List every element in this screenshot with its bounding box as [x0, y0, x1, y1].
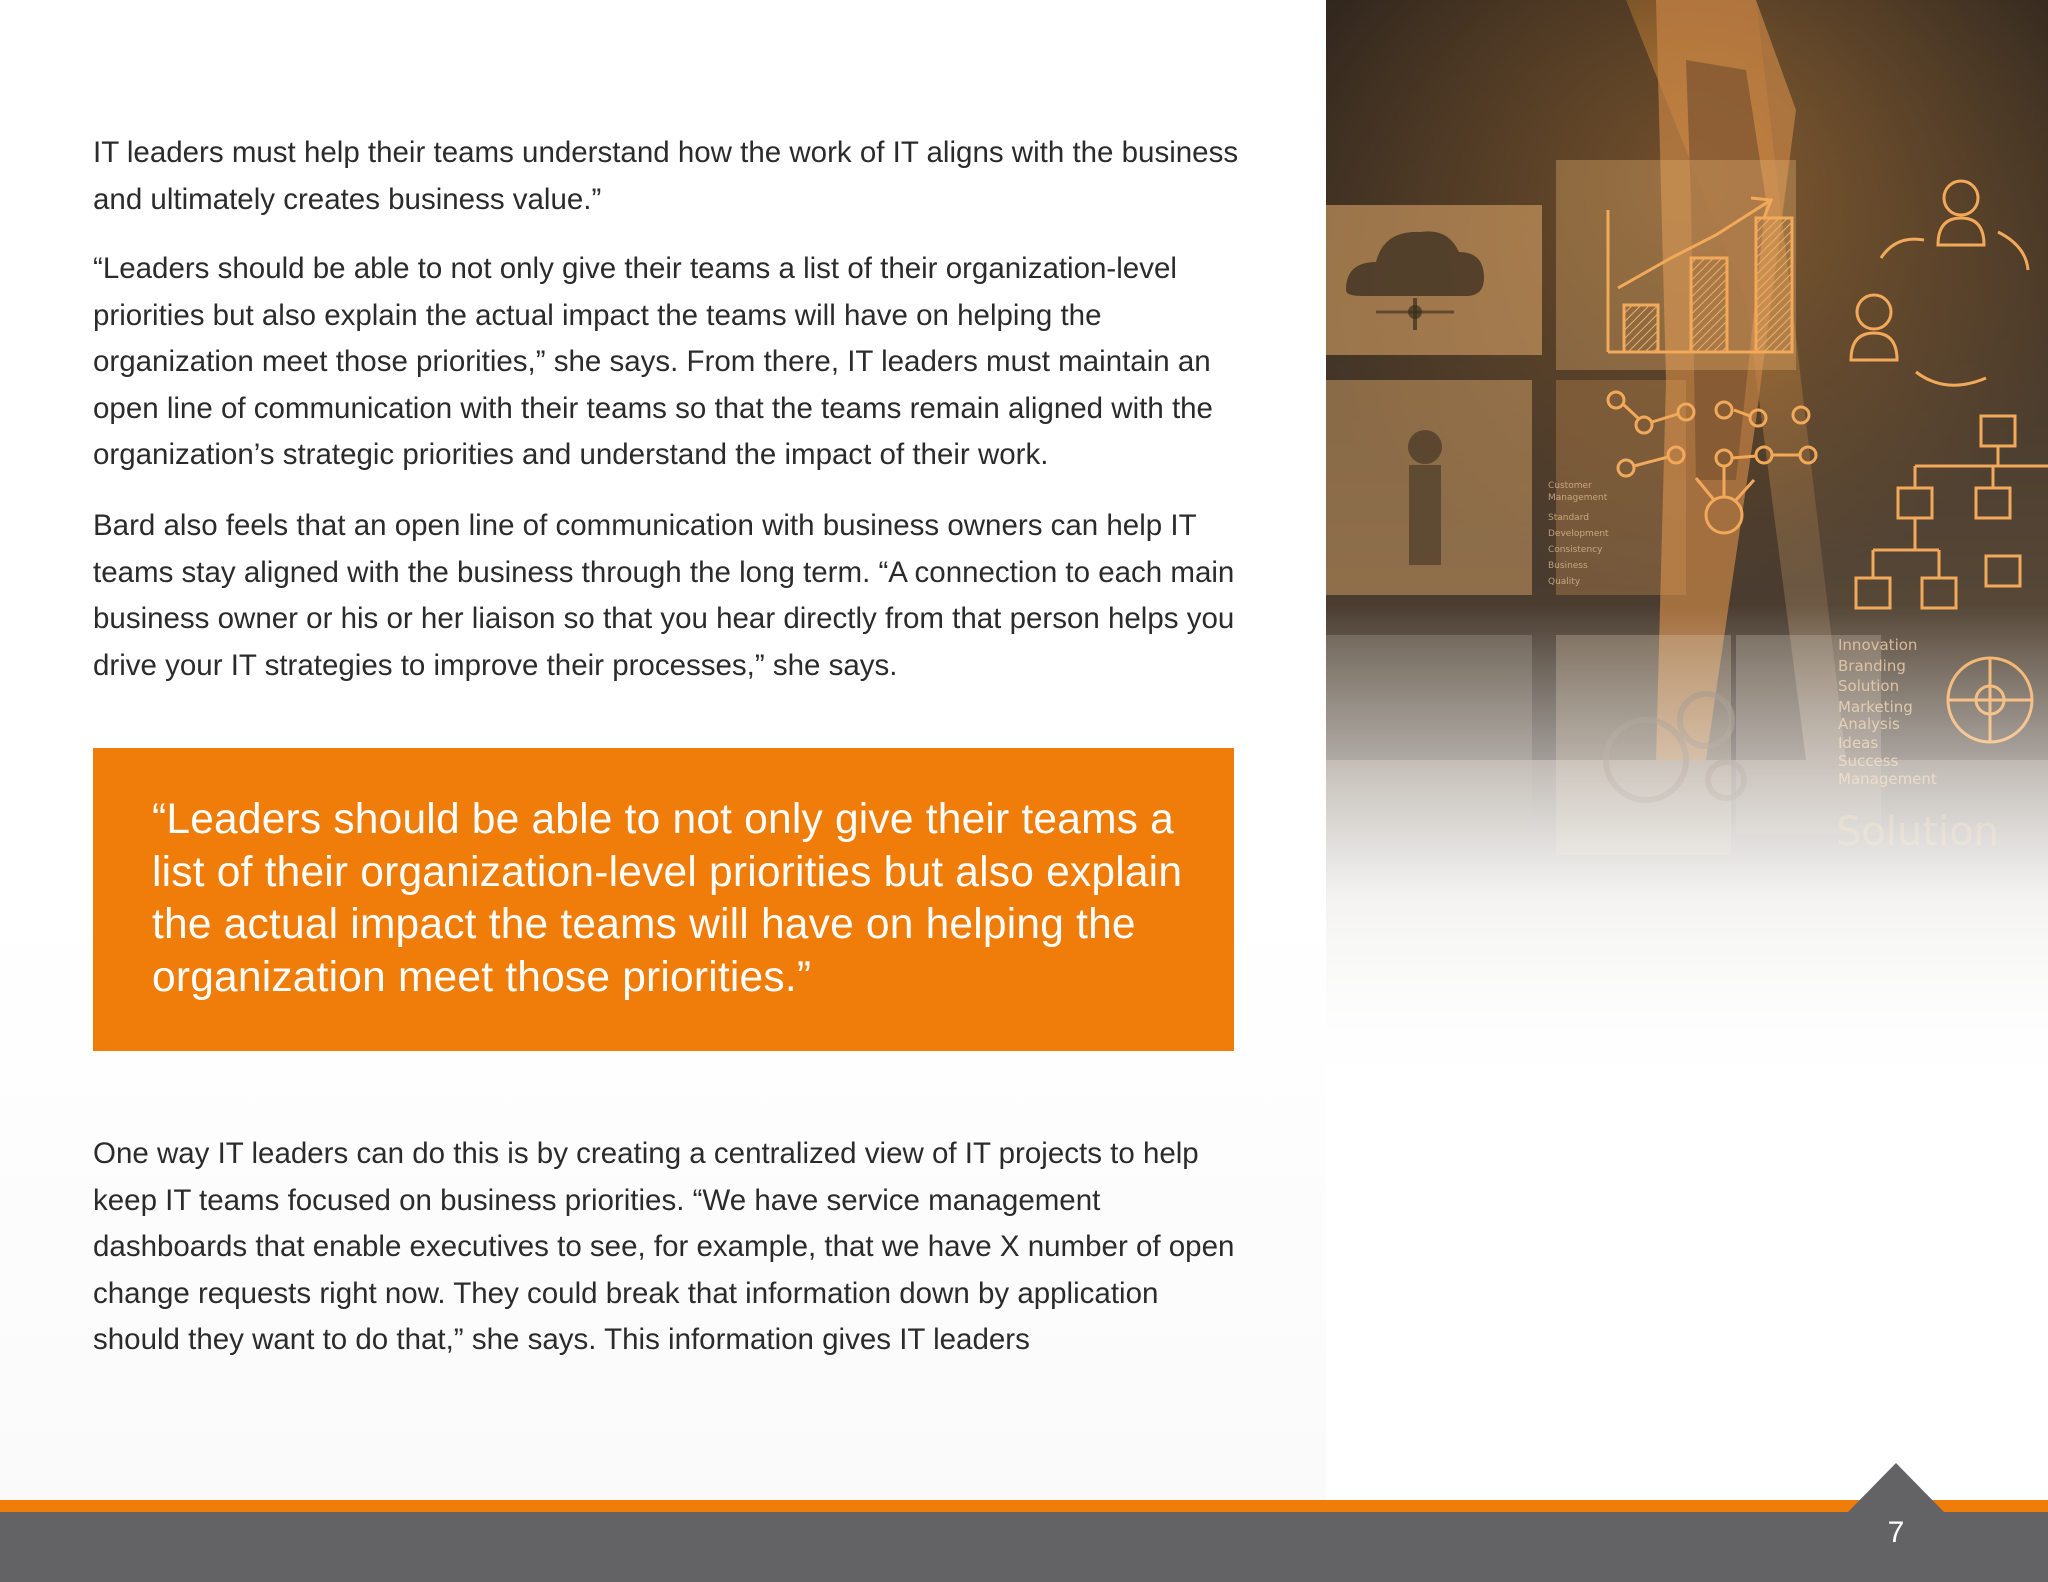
page-number-tab — [1848, 1463, 1944, 1512]
footer-accent-line — [0, 1500, 2048, 1512]
pull-quote-box — [93, 748, 1234, 1051]
body-paragraph-1: IT leaders must help their teams understand how the work of IT aligns with the business and ultimately creates business value.” — [93, 136, 1239, 216]
page-number: 7 — [1887, 1516, 1905, 1549]
footer-bar — [0, 1512, 2048, 1582]
pull-quote-text: “Leaders should be able to not only give their teams a list of their organization-level priorities but also explain the actual impact the teams will have on helping the organization meet those priorities.” — [152, 796, 1183, 1001]
body-paragraph-4: One way IT leaders can do this is by creating a centralized view of IT projects to help keep IT teams focused on business priorities. “We have service management dashboards that enable executives to see, for example, that we have X number of open change requests right now. They could break that information down by application should they want to do that,” she says. This information gives IT leaders — [93, 1137, 1235, 1356]
business-concept-photo — [1326, 0, 2048, 1100]
body-paragraph-3: Bard also feels that an open line of communication with business owners can help IT teams stay aligned with the business through the long term. “A connection to each main business owner or his or her liaison so that you hear directly from that person helps you drive your IT strategies to improve their processes,” she says. — [93, 509, 1235, 682]
body-paragraph-2: “Leaders should be able to not only give their teams a list of their organization-level priorities but also explain the actual impact the teams will have on helping the organization meet those priorities,” she says. From there, IT leaders must maintain an open line of communication with their teams so that the teams remain aligned with the organization’s strategic priorities and understand the impact of their work. — [93, 252, 1213, 471]
